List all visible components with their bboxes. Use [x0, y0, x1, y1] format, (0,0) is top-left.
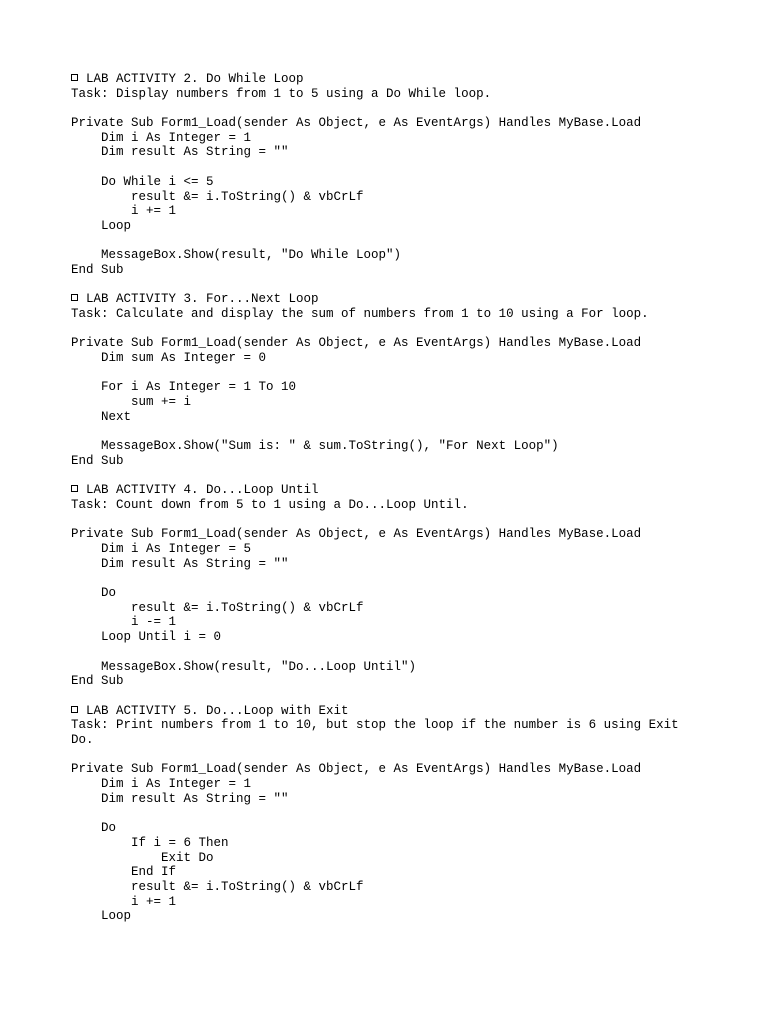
spacer: [71, 469, 711, 484]
section-heading-text: LAB ACTIVITY 5. Do...Loop with Exit: [86, 703, 349, 718]
code-line: result &= i.ToString() & vbCrLf: [71, 879, 364, 894]
spacer: [71, 101, 711, 116]
spacer: [71, 278, 711, 293]
code-line: Next: [71, 409, 132, 424]
code-line: End Sub: [71, 262, 124, 277]
code-line: Dim result As String = "": [71, 791, 289, 806]
code-line: [71, 425, 711, 440]
lab-activity-section: [71, 483, 711, 703]
lab-activity-section: [71, 72, 711, 292]
code-line: Private Sub Form1_Load(sender As Object, e As EventArgs) Handles MyBase.Load: [71, 116, 642, 131]
code-line: MessageBox.Show("Sum is: " & sum.ToString(), "For Next Loop"): [71, 439, 559, 454]
code-line: MessageBox.Show(result, "Do...Loop Until"): [71, 659, 417, 674]
code-line: [71, 160, 711, 175]
code-line: Exit Do: [71, 850, 214, 865]
code-line: i += 1: [71, 894, 177, 909]
code-line: End Sub: [71, 453, 124, 468]
code-line: result &= i.ToString() & vbCrLf: [71, 189, 364, 204]
section-heading: [71, 704, 711, 719]
code-line: Dim result As String = "": [71, 556, 289, 571]
task-description: Task: Calculate and display the sum of numbers from 1 to 10 using a For loop.: [71, 307, 649, 322]
code-line: [71, 366, 711, 381]
code-line: For i As Integer = 1 To 10: [71, 380, 297, 395]
code-line: i += 1: [71, 204, 177, 219]
task-description: Task: Display numbers from 1 to 5 using a Do While loop.: [71, 86, 492, 101]
task-description: Task: Print numbers from 1 to 10, but stop the loop if the number is 6 using Exit Do.: [71, 718, 679, 747]
task-description: Task: Count down from 5 to 1 using a Do...Loop Until.: [71, 497, 469, 512]
square-bullet-icon: [71, 74, 78, 81]
code-line: [71, 806, 711, 821]
spacer: [71, 513, 711, 528]
code-line: Loop Until i = 0: [71, 630, 222, 645]
code-block: [71, 527, 711, 689]
section-heading: [71, 72, 711, 87]
code-line: Private Sub Form1_Load(sender As Object, e As EventArgs) Handles MyBase.Load: [71, 336, 642, 351]
code-line: [71, 571, 711, 586]
code-line: End Sub: [71, 674, 124, 689]
code-line: Do While i <= 5: [71, 174, 214, 189]
section-heading-text: LAB ACTIVITY 4. Do...Loop Until: [86, 483, 319, 498]
section-heading: [71, 292, 711, 307]
square-bullet-icon: [71, 706, 78, 713]
code-line: [71, 645, 711, 660]
code-line: [71, 234, 711, 249]
square-bullet-icon: [71, 485, 78, 492]
code-line: Private Sub Form1_Load(sender As Object, e As EventArgs) Handles MyBase.Load: [71, 762, 642, 777]
lab-activity-section: [71, 292, 711, 483]
spacer: [71, 748, 711, 763]
spacer: [71, 689, 711, 704]
code-block: [71, 336, 711, 468]
document-page: [71, 72, 711, 924]
code-line: MessageBox.Show(result, "Do While Loop"): [71, 248, 402, 263]
code-line: Do: [71, 586, 117, 601]
code-line: Dim i As Integer = 5: [71, 542, 252, 557]
code-block: [71, 116, 711, 278]
code-line: Loop: [71, 218, 132, 233]
code-line: Private Sub Form1_Load(sender As Object, e As EventArgs) Handles MyBase.Load: [71, 527, 642, 542]
square-bullet-icon: [71, 294, 78, 301]
code-line: result &= i.ToString() & vbCrLf: [71, 600, 364, 615]
code-line: End If: [71, 865, 177, 880]
lab-activity-section: [71, 704, 711, 924]
code-line: Do: [71, 821, 117, 836]
code-line: Dim i As Integer = 1: [71, 777, 252, 792]
section-heading: [71, 483, 711, 498]
code-line: If i = 6 Then: [71, 835, 229, 850]
code-line: Loop: [71, 909, 132, 924]
code-line: Dim result As String = "": [71, 145, 289, 160]
code-line: Dim sum As Integer = 0: [71, 351, 267, 366]
code-line: i -= 1: [71, 615, 177, 630]
spacer: [71, 322, 711, 337]
code-line: sum += i: [71, 395, 192, 410]
section-heading-text: LAB ACTIVITY 2. Do While Loop: [86, 72, 304, 86]
section-heading-text: LAB ACTIVITY 3. For...Next Loop: [86, 292, 319, 307]
code-line: Dim i As Integer = 1: [71, 130, 252, 145]
code-block: [71, 762, 711, 924]
